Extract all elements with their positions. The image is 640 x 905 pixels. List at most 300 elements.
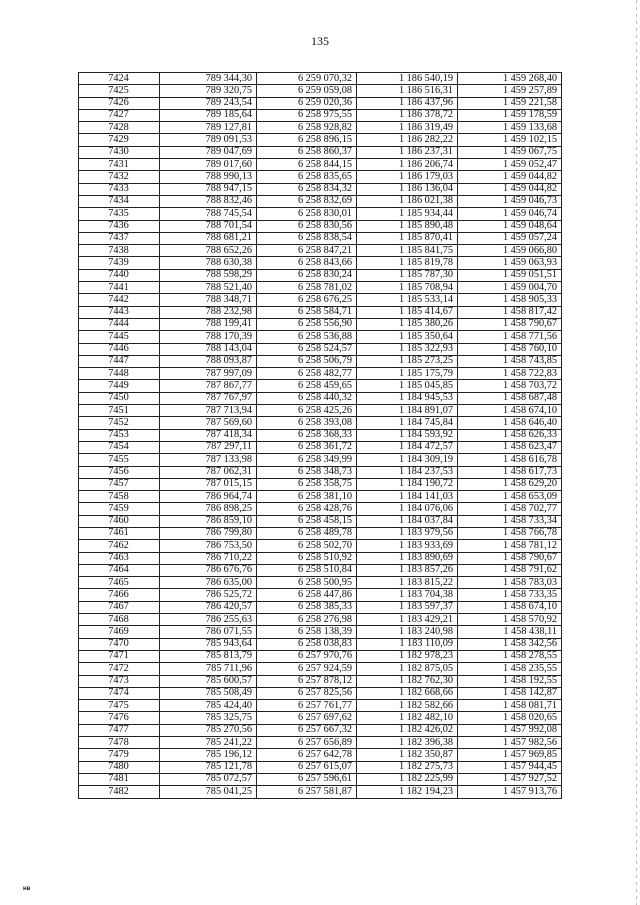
coordinate-cell: 786 799,80 (160, 527, 257, 539)
point-number-cell: 7464 (79, 564, 160, 576)
table-row (79, 331, 562, 343)
point-number-cell: 7437 (79, 232, 160, 244)
coordinate-cell: 1 457 927,52 (458, 773, 562, 785)
coordinate-cell: 1 182 668,66 (357, 687, 458, 699)
coordinate-cell: 786 420,57 (160, 601, 257, 613)
coordinate-cell: 1 458 687,48 (458, 392, 562, 404)
coordinate-cell: 786 964,74 (160, 491, 257, 503)
coordinate-cell: 6 258 361,72 (257, 441, 357, 453)
coordinate-cell: 1 185 870,41 (357, 232, 458, 244)
coordinate-cell: 1 459 052,47 (458, 159, 562, 171)
point-number-cell: 7473 (79, 675, 160, 687)
point-number-cell: 7429 (79, 134, 160, 146)
coordinate-cell: 788 093,87 (160, 355, 257, 367)
point-number-cell: 7476 (79, 712, 160, 724)
point-number-cell: 7442 (79, 294, 160, 306)
coordinate-cell: 1 458 570,92 (458, 614, 562, 626)
table-row (79, 650, 562, 662)
coordinate-cell: 1 183 979,56 (357, 527, 458, 539)
coordinate-cell: 1 459 048,64 (458, 220, 562, 232)
point-number-cell: 7424 (79, 73, 160, 85)
coordinate-cell: 1 182 350,87 (357, 749, 458, 761)
point-number-cell: 7455 (79, 454, 160, 466)
point-number-cell: 7444 (79, 318, 160, 330)
point-number-cell: 7427 (79, 109, 160, 121)
coordinate-cell: 6 257 970,76 (257, 650, 357, 662)
coordinate-cell: 1 459 057,24 (458, 232, 562, 244)
coordinate-cell: 6 258 368,33 (257, 429, 357, 441)
point-number-cell: 7477 (79, 724, 160, 736)
coordinate-cell: 789 127,81 (160, 122, 257, 134)
coordinate-cell: 785 813,79 (160, 650, 257, 662)
coordinate-cell: 1 458 783,03 (458, 577, 562, 589)
coordinate-cell: 6 257 878,12 (257, 675, 357, 687)
coordinate-cell: 1 185 890,48 (357, 220, 458, 232)
coordinate-cell: 1 182 978,23 (357, 650, 458, 662)
coordinate-cell: 6 258 348,73 (257, 466, 357, 478)
coordinate-cell: 1 185 273,25 (357, 355, 458, 367)
coordinate-cell: 1 458 629,20 (458, 478, 562, 490)
coordinate-cell: 6 258 385,33 (257, 601, 357, 613)
coordinate-cell: 6 259 059,08 (257, 85, 357, 97)
coordinate-cell: 1 458 623,47 (458, 441, 562, 453)
coordinate-cell: 6 258 536,88 (257, 331, 357, 343)
coordinate-cell: 1 458 733,35 (458, 589, 562, 601)
coordinate-cell: 1 186 179,03 (357, 171, 458, 183)
coordinate-cell: 1 185 708,94 (357, 282, 458, 294)
point-number-cell: 7433 (79, 183, 160, 195)
coordinate-cell: 1 183 704,38 (357, 589, 458, 601)
coordinate-cell: 1 458 817,42 (458, 306, 562, 318)
coordinate-cell: 787 062,31 (160, 466, 257, 478)
coordinate-cell: 787 297,11 (160, 441, 257, 453)
point-number-cell: 7448 (79, 368, 160, 380)
point-number-cell: 7436 (79, 220, 160, 232)
coordinate-cell: 1 458 791,62 (458, 564, 562, 576)
coordinate-cell: 1 458 020,65 (458, 712, 562, 724)
table-row (79, 159, 562, 171)
point-number-cell: 7449 (79, 380, 160, 392)
coordinate-cell: 1 185 841,75 (357, 245, 458, 257)
coordinate-cell: 786 525,72 (160, 589, 257, 601)
coordinate-cell: 1 184 190,72 (357, 478, 458, 490)
table-row (79, 183, 562, 195)
coordinate-cell: 1 186 136,04 (357, 183, 458, 195)
table-row (79, 515, 562, 527)
point-number-cell: 7457 (79, 478, 160, 490)
coordinate-cell: 6 257 596,61 (257, 773, 357, 785)
point-number-cell: 7432 (79, 171, 160, 183)
coordinate-cell: 6 258 447,86 (257, 589, 357, 601)
coordinate-cell: 1 459 004,70 (458, 282, 562, 294)
coordinate-cell: 1 458 905,33 (458, 294, 562, 306)
coordinate-cell: 788 170,39 (160, 331, 257, 343)
point-number-cell: 7445 (79, 331, 160, 343)
point-number-cell: 7467 (79, 601, 160, 613)
coordinate-cell: 6 258 428,76 (257, 503, 357, 515)
coordinate-cell: 1 458 702,77 (458, 503, 562, 515)
coordinate-cell: 1 185 380,26 (357, 318, 458, 330)
coordinate-cell: 1 459 268,40 (458, 73, 562, 85)
coordinate-cell: 6 258 138,39 (257, 626, 357, 638)
coordinate-cell: 6 258 425,26 (257, 405, 357, 417)
coordinate-cell: 788 701,54 (160, 220, 257, 232)
coordinate-cell: 785 241,22 (160, 737, 257, 749)
coordinate-cell: 1 458 646,40 (458, 417, 562, 429)
table-row (79, 687, 562, 699)
coordinate-cell: 1 185 533,14 (357, 294, 458, 306)
table-row (79, 454, 562, 466)
table-row (79, 306, 562, 318)
table-row (79, 355, 562, 367)
coordinate-cell: 789 185,64 (160, 109, 257, 121)
coordinate-cell: 1 458 733,34 (458, 515, 562, 527)
coordinate-cell: 1 457 944,45 (458, 761, 562, 773)
coordinate-cell: 6 257 825,56 (257, 687, 357, 699)
coordinate-cell: 787 418,34 (160, 429, 257, 441)
coordinate-cell: 1 459 257,89 (458, 85, 562, 97)
coordinate-cell: 786 859,10 (160, 515, 257, 527)
coordinate-cell: 789 017,60 (160, 159, 257, 171)
coordinate-cell: 785 325,75 (160, 712, 257, 724)
table-row (79, 663, 562, 675)
point-number-cell: 7479 (79, 749, 160, 761)
coordinate-cell: 1 457 969,85 (458, 749, 562, 761)
coordinate-cell: 1 183 110,09 (357, 638, 458, 650)
coordinate-cell: 1 459 067,75 (458, 146, 562, 158)
coordinate-cell: 1 183 240,98 (357, 626, 458, 638)
coordinate-cell: 1 457 992,08 (458, 724, 562, 736)
table-row (79, 712, 562, 724)
coordinate-cell: 1 185 414,67 (357, 306, 458, 318)
coordinate-cell: 1 184 945,53 (357, 392, 458, 404)
coordinate-cell: 1 184 472,57 (357, 441, 458, 453)
point-number-cell: 7438 (79, 245, 160, 257)
point-number-cell: 7430 (79, 146, 160, 158)
coordinate-cell: 6 258 440,32 (257, 392, 357, 404)
coordinate-cell: 6 258 584,71 (257, 306, 357, 318)
coordinate-cell: 1 182 482,10 (357, 712, 458, 724)
coordinate-cell: 1 186 437,96 (357, 97, 458, 109)
coordinate-cell: 1 459 066,80 (458, 245, 562, 257)
coordinate-cell: 1 459 063,93 (458, 257, 562, 269)
coordinate-cell: 1 458 722,83 (458, 368, 562, 380)
table-row (79, 417, 562, 429)
coordinate-cell: 1 459 221,58 (458, 97, 562, 109)
coordinate-cell: 787 133,98 (160, 454, 257, 466)
scan-edge-line (636, 0, 637, 905)
coordinate-cell: 785 041,25 (160, 786, 257, 798)
coordinate-cell: 1 458 703,72 (458, 380, 562, 392)
coordinate-cell: 1 458 081,71 (458, 700, 562, 712)
coordinate-cell: 788 681,21 (160, 232, 257, 244)
coordinate-cell: 788 745,54 (160, 208, 257, 220)
coordinate-cell: 6 258 458,15 (257, 515, 357, 527)
coordinate-cell: 6 258 832,69 (257, 195, 357, 207)
point-number-cell: 7478 (79, 737, 160, 749)
coordinate-cell: 1 185 787,30 (357, 269, 458, 281)
point-number-cell: 7450 (79, 392, 160, 404)
coordinate-cell: 787 997,09 (160, 368, 257, 380)
table-row (79, 294, 562, 306)
coordinate-cell: 785 943,64 (160, 638, 257, 650)
coordinate-cell: 6 259 070,32 (257, 73, 357, 85)
coordinate-cell: 786 676,76 (160, 564, 257, 576)
coordinate-cell: 1 458 142,87 (458, 687, 562, 699)
table-row (79, 134, 562, 146)
table-row (79, 282, 562, 294)
coordinate-cell: 1 458 278,55 (458, 650, 562, 662)
table-row (79, 552, 562, 564)
table-row (79, 208, 562, 220)
table-row (79, 195, 562, 207)
coordinate-cell: 6 259 020,36 (257, 97, 357, 109)
table-row (79, 97, 562, 109)
point-number-cell: 7434 (79, 195, 160, 207)
coordinate-cell: 6 258 276,98 (257, 614, 357, 626)
table-row (79, 786, 562, 798)
table-row (79, 540, 562, 552)
coordinate-cell: 1 184 141,03 (357, 491, 458, 503)
coordinate-cell: 1 458 766,78 (458, 527, 562, 539)
coordinate-cell: 788 143,04 (160, 343, 257, 355)
coordinate-cell: 788 990,13 (160, 171, 257, 183)
coordinate-cell: 6 258 896,15 (257, 134, 357, 146)
point-number-cell: 7461 (79, 527, 160, 539)
table-row (79, 527, 562, 539)
coordinate-cell: 6 258 510,92 (257, 552, 357, 564)
coordinate-cell: 6 258 830,01 (257, 208, 357, 220)
point-number-cell: 7456 (79, 466, 160, 478)
coordinate-cell: 1 185 819,78 (357, 257, 458, 269)
coordinate-cell: 6 257 697,62 (257, 712, 357, 724)
coordinate-cell: 1 458 771,56 (458, 331, 562, 343)
point-number-cell: 7482 (79, 786, 160, 798)
coordinate-cell: 1 185 934,44 (357, 208, 458, 220)
coordinate-cell: 786 255,63 (160, 614, 257, 626)
table-row (79, 405, 562, 417)
coordinate-cell: 786 753,50 (160, 540, 257, 552)
coordinate-cell: 6 258 381,10 (257, 491, 357, 503)
table-row (79, 491, 562, 503)
point-number-cell: 7460 (79, 515, 160, 527)
coordinate-cell: 6 258 506,79 (257, 355, 357, 367)
coordinate-cell: 787 767,97 (160, 392, 257, 404)
table-row (79, 257, 562, 269)
coordinate-cell: 1 458 760,10 (458, 343, 562, 355)
coordinate-cell: 6 257 761,77 (257, 700, 357, 712)
coordinate-cell: 1 183 597,37 (357, 601, 458, 613)
coordinate-cell: 1 459 051,51 (458, 269, 562, 281)
coordinate-cell: 6 258 676,25 (257, 294, 357, 306)
coordinate-cell: 1 459 133,68 (458, 122, 562, 134)
coordinate-cell: 785 270,56 (160, 724, 257, 736)
point-number-cell: 7454 (79, 441, 160, 453)
table-row (79, 773, 562, 785)
coordinate-cell: 1 458 616,78 (458, 454, 562, 466)
point-number-cell: 7465 (79, 577, 160, 589)
coordinate-cell: 1 182 396,38 (357, 737, 458, 749)
table-row (79, 466, 562, 478)
coordinate-cell: 6 258 358,75 (257, 478, 357, 490)
coordinate-cell: 6 258 349,99 (257, 454, 357, 466)
coordinate-cell: 6 258 459,65 (257, 380, 357, 392)
point-number-cell: 7443 (79, 306, 160, 318)
coordinate-cell: 1 182 426,02 (357, 724, 458, 736)
table-row (79, 429, 562, 441)
coordinate-cell: 1 186 237,31 (357, 146, 458, 158)
coordinate-cell: 785 424,40 (160, 700, 257, 712)
coordinate-cell: 1 458 626,33 (458, 429, 562, 441)
table-row (79, 232, 562, 244)
coordinate-cell: 6 258 843,66 (257, 257, 357, 269)
coordinate-cell: 1 184 745,84 (357, 417, 458, 429)
coordinate-cell: 6 257 667,32 (257, 724, 357, 736)
table-row (79, 245, 562, 257)
coordinate-cell: 6 258 847,21 (257, 245, 357, 257)
table-row (79, 724, 562, 736)
coordinate-cell: 1 458 192,55 (458, 675, 562, 687)
point-number-cell: 7470 (79, 638, 160, 650)
coordinate-cell: 1 186 516,31 (357, 85, 458, 97)
table-row (79, 122, 562, 134)
coordinate-cell: 787 867,77 (160, 380, 257, 392)
coordinate-cell: 786 710,22 (160, 552, 257, 564)
table-row (79, 675, 562, 687)
table-row (79, 380, 562, 392)
coordinate-cell: 6 258 482,77 (257, 368, 357, 380)
point-number-cell: 7458 (79, 491, 160, 503)
coordinate-cell: 1 459 044,82 (458, 171, 562, 183)
coordinate-cell: 1 458 743,85 (458, 355, 562, 367)
coordinate-cell: 1 458 674,10 (458, 601, 562, 613)
point-number-cell: 7451 (79, 405, 160, 417)
coordinate-cell: 6 257 642,78 (257, 749, 357, 761)
coordinate-cell: 1 183 429,21 (357, 614, 458, 626)
coordinate-cell: 1 459 178,59 (458, 109, 562, 121)
coordinate-cell: 6 258 502,70 (257, 540, 357, 552)
coordinate-cell: 1 458 781,12 (458, 540, 562, 552)
coordinate-cell: 1 183 933,69 (357, 540, 458, 552)
coordinate-cell: 1 458 674,10 (458, 405, 562, 417)
table-row (79, 73, 562, 85)
coordinate-cell: 6 258 834,32 (257, 183, 357, 195)
point-number-cell: 7462 (79, 540, 160, 552)
point-number-cell: 7471 (79, 650, 160, 662)
coordinate-cell: 1 183 890,69 (357, 552, 458, 564)
footer-mark: нв (23, 886, 31, 892)
coordinate-cell: 788 598,29 (160, 269, 257, 281)
coordinate-cell: 785 508,49 (160, 687, 257, 699)
point-number-cell: 7459 (79, 503, 160, 515)
coordinate-cell: 1 184 037,84 (357, 515, 458, 527)
coordinate-cell: 6 258 830,56 (257, 220, 357, 232)
coordinate-cell: 785 196,12 (160, 749, 257, 761)
point-number-cell: 7447 (79, 355, 160, 367)
coordinate-cell: 788 630,38 (160, 257, 257, 269)
coordinate-cell: 1 458 617,73 (458, 466, 562, 478)
coordinate-cell: 1 186 282,22 (357, 134, 458, 146)
coordinate-cell: 6 257 924,59 (257, 663, 357, 675)
coordinate-cell: 787 015,15 (160, 478, 257, 490)
coordinate-cell: 1 458 342,56 (458, 638, 562, 650)
coordinate-cell: 1 182 275,73 (357, 761, 458, 773)
coordinate-cell: 1 458 790,67 (458, 318, 562, 330)
coordinate-cell: 6 258 838,54 (257, 232, 357, 244)
coordinate-cell: 1 184 593,92 (357, 429, 458, 441)
coordinate-cell: 1 182 762,30 (357, 675, 458, 687)
point-number-cell: 7431 (79, 159, 160, 171)
coordinate-cell: 6 258 500,95 (257, 577, 357, 589)
coordinate-cell: 788 521,40 (160, 282, 257, 294)
coordinate-cell: 1 458 653,09 (458, 491, 562, 503)
coordinate-cell: 785 072,57 (160, 773, 257, 785)
coordinate-cell: 1 458 235,55 (458, 663, 562, 675)
coordinate-cell: 1 185 045,85 (357, 380, 458, 392)
coordinate-cell: 787 569,60 (160, 417, 257, 429)
coordinate-cell: 1 182 875,05 (357, 663, 458, 675)
coordinate-cell: 1 186 021,38 (357, 195, 458, 207)
coordinate-cell: 6 258 860,37 (257, 146, 357, 158)
coordinate-cell: 785 600,57 (160, 675, 257, 687)
coordinate-cell: 1 459 046,74 (458, 208, 562, 220)
coordinate-cell: 1 459 046,73 (458, 195, 562, 207)
coordinate-cell: 788 232,98 (160, 306, 257, 318)
coordinate-cell: 786 635,00 (160, 577, 257, 589)
point-number-cell: 7463 (79, 552, 160, 564)
coordinate-cell: 789 243,54 (160, 97, 257, 109)
coordinate-cell: 1 185 322,93 (357, 343, 458, 355)
coordinate-cell: 6 257 581,87 (257, 786, 357, 798)
table-row (79, 638, 562, 650)
coordinate-cell: 6 258 975,55 (257, 109, 357, 121)
point-number-cell: 7480 (79, 761, 160, 773)
point-number-cell: 7472 (79, 663, 160, 675)
coordinate-cell: 1 457 982,56 (458, 737, 562, 749)
table-row (79, 171, 562, 183)
coordinates-table (78, 72, 562, 799)
point-number-cell: 7426 (79, 97, 160, 109)
coordinate-cell: 788 832,46 (160, 195, 257, 207)
coordinate-cell: 1 182 225,99 (357, 773, 458, 785)
coordinate-cell: 1 184 076,06 (357, 503, 458, 515)
point-number-cell: 7452 (79, 417, 160, 429)
coordinate-cell: 1 185 350,64 (357, 331, 458, 343)
table-row (79, 503, 562, 515)
table-row (79, 109, 562, 121)
table-row (79, 700, 562, 712)
table-row (79, 368, 562, 380)
table-row (79, 269, 562, 281)
coordinate-cell: 6 258 510,84 (257, 564, 357, 576)
point-number-cell: 7441 (79, 282, 160, 294)
point-number-cell: 7466 (79, 589, 160, 601)
coordinate-cell: 788 947,15 (160, 183, 257, 195)
coordinate-cell: 1 184 237,53 (357, 466, 458, 478)
coordinate-cell: 786 071,55 (160, 626, 257, 638)
coordinate-cell: 6 257 615,07 (257, 761, 357, 773)
point-number-cell: 7425 (79, 85, 160, 97)
coordinate-cell: 6 258 830,24 (257, 269, 357, 281)
coordinate-cell: 1 186 319,49 (357, 122, 458, 134)
coordinate-cell: 1 186 378,72 (357, 109, 458, 121)
coordinate-cell: 1 182 582,66 (357, 700, 458, 712)
coordinate-cell: 787 713,94 (160, 405, 257, 417)
point-number-cell: 7474 (79, 687, 160, 699)
table-row (79, 626, 562, 638)
point-number-cell: 7469 (79, 626, 160, 638)
coordinate-cell: 788 652,26 (160, 245, 257, 257)
